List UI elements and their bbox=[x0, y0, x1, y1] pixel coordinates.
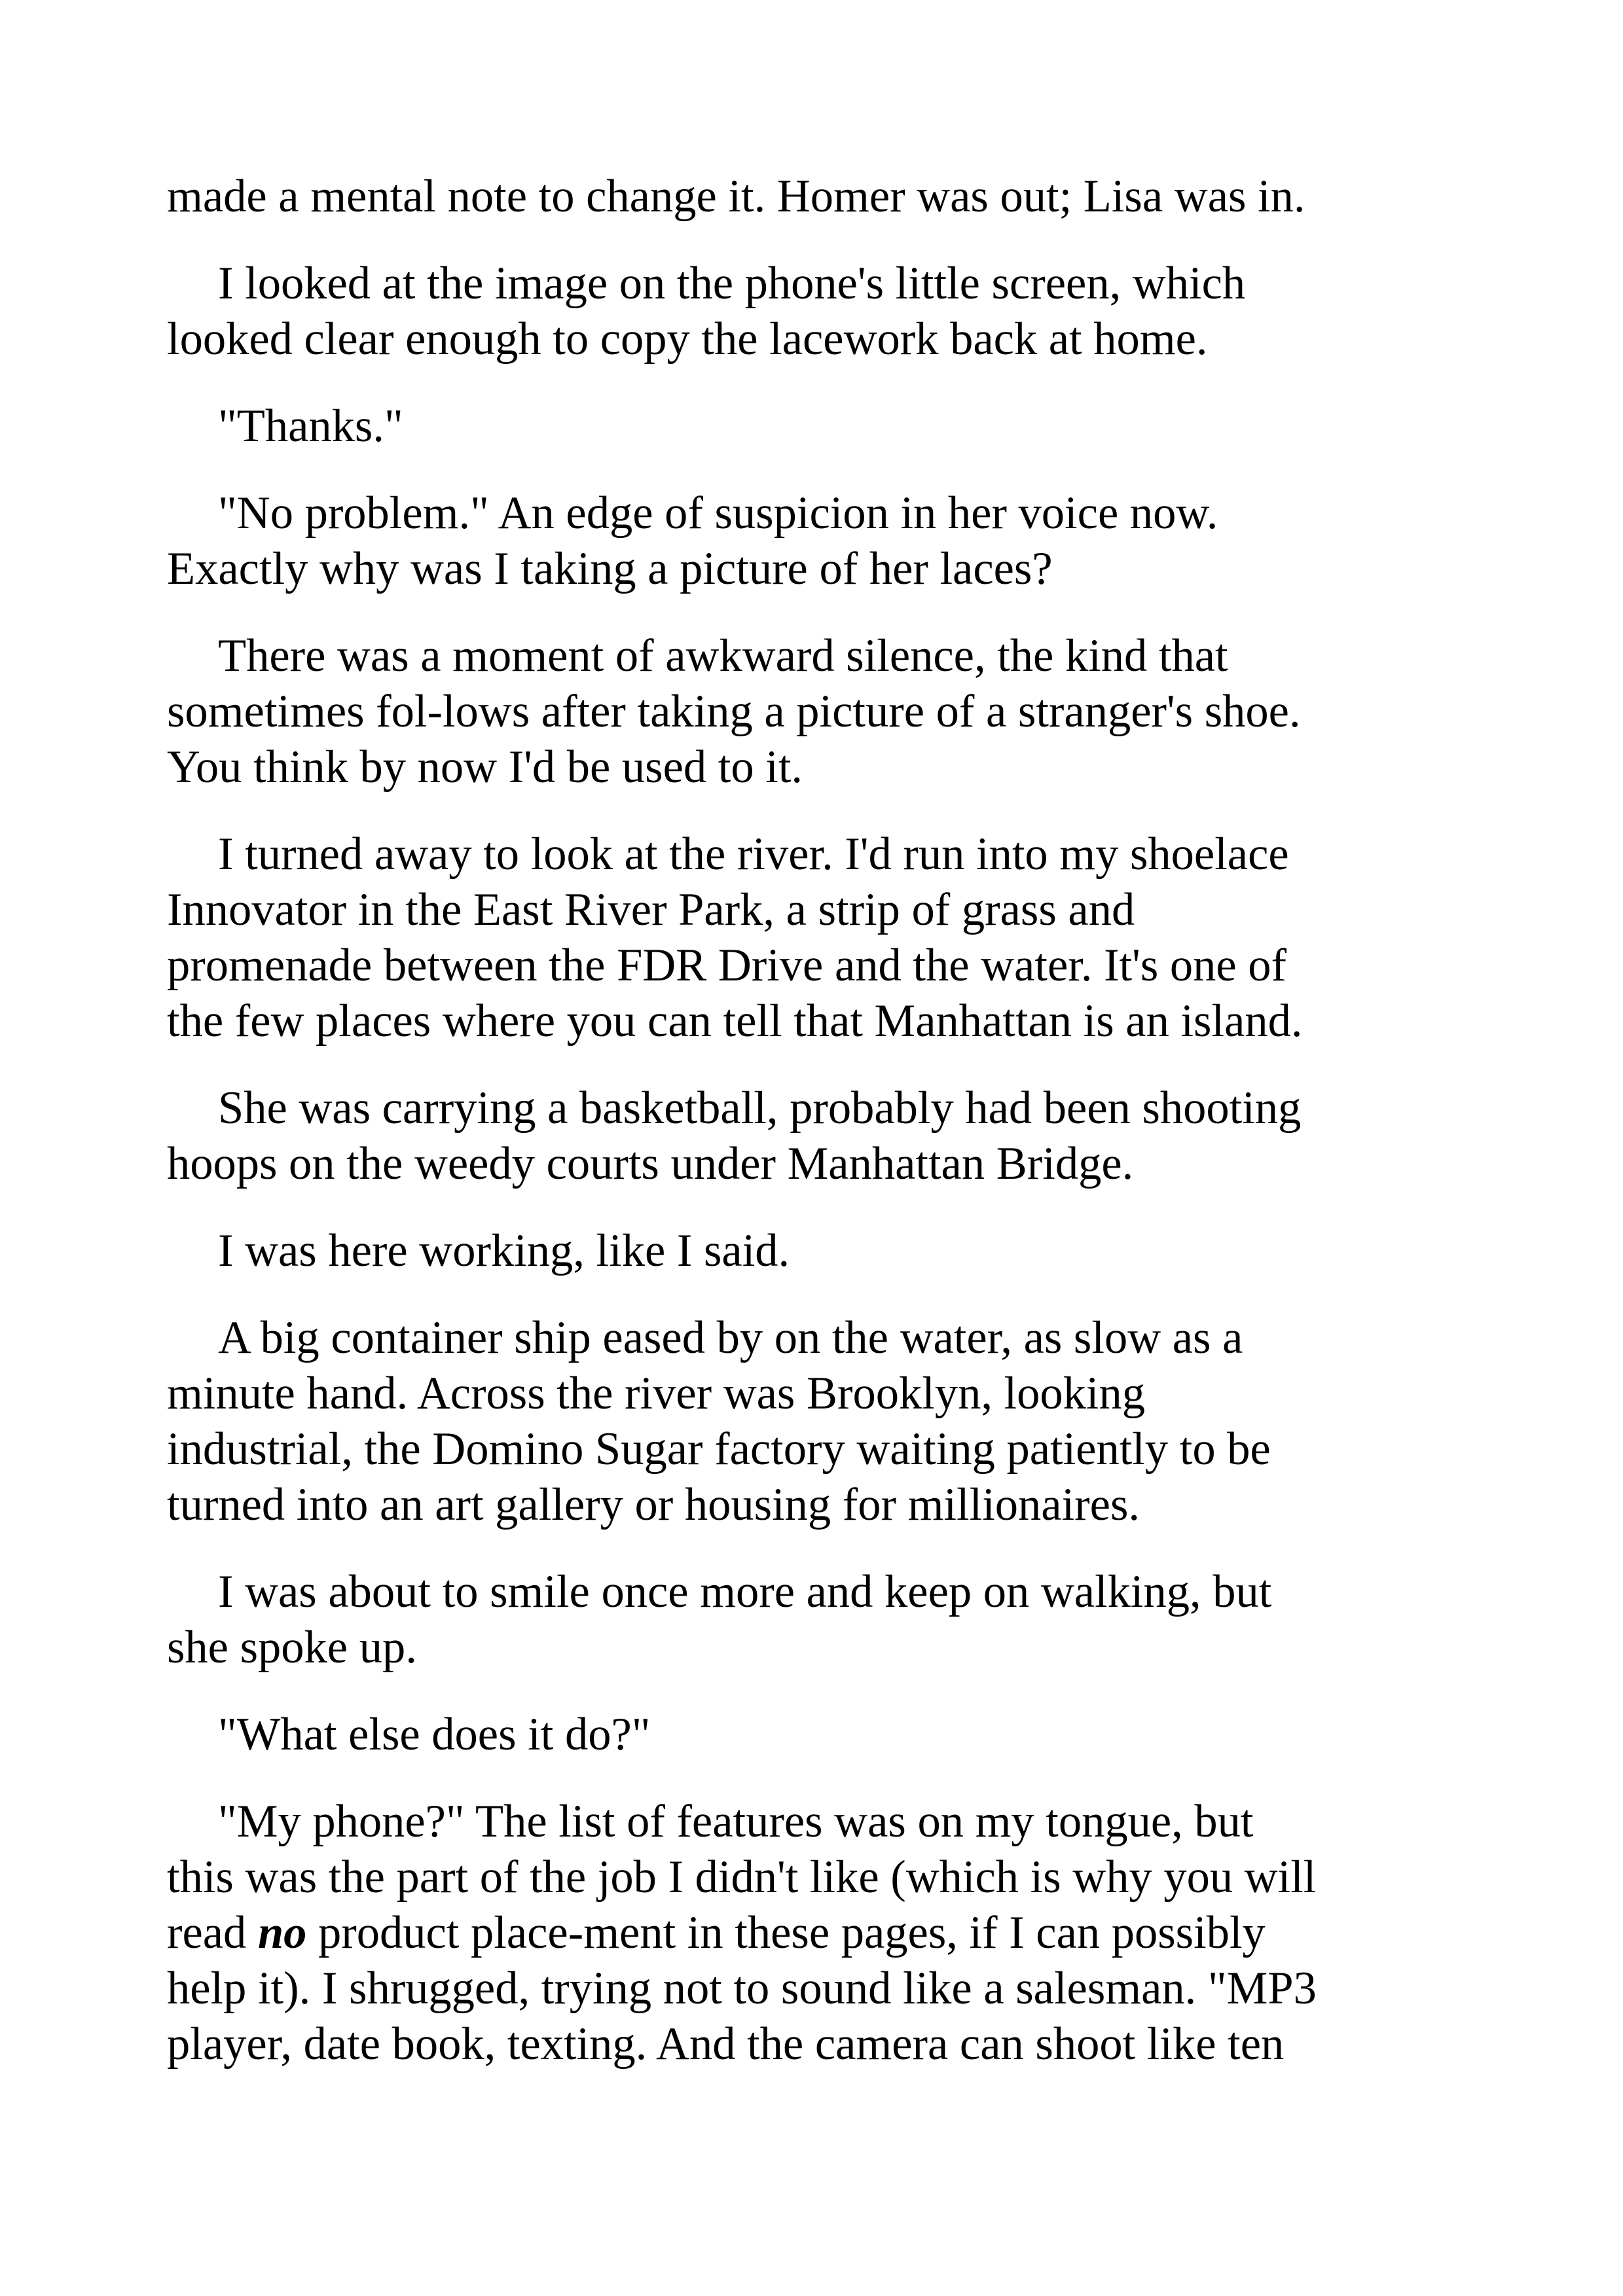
paragraph-11 bbox=[167, 1707, 1450, 1763]
text-line: You think by now I'd be used to it. bbox=[167, 742, 803, 793]
paragraph-8 bbox=[167, 1223, 1450, 1279]
text-line: promenade between the FDR Drive and the water. It's one of bbox=[167, 940, 1287, 991]
text-line: She was carrying a basketball, probably had been shooting bbox=[218, 1083, 1302, 1134]
text-line: Exactly why was I taking a picture of her laces? bbox=[167, 543, 1053, 594]
text-line: There was a moment of awkward silence, the kind that bbox=[218, 630, 1228, 681]
body-text bbox=[167, 169, 1450, 2104]
paragraph-9 bbox=[167, 1310, 1450, 1533]
text-line: hoops on the weedy courts under Manhattan Bridge. bbox=[167, 1138, 1134, 1189]
text-line: I turned away to look at the river. I'd run into my shoelace bbox=[218, 829, 1289, 880]
paragraph-3 bbox=[167, 399, 1450, 454]
text-line: sometimes fol-lows after taking a picture of a stranger's shoe. bbox=[167, 686, 1301, 737]
text-line: "What else does it do?" bbox=[218, 1709, 651, 1760]
text-line: the few places where you can tell that Manhattan is an island. bbox=[167, 996, 1303, 1047]
text-line: I was about to smile once more and keep on walking, but bbox=[218, 1566, 1272, 1617]
paragraph-6 bbox=[167, 827, 1450, 1049]
text-fragment: read bbox=[167, 1907, 258, 1958]
text-line-with-emphasis bbox=[167, 1905, 1450, 1961]
text-line: turned into an art gallery or housing for millionaires. bbox=[167, 1479, 1140, 1530]
text-line: this was the part of the job I didn't like (which is why you will bbox=[167, 1852, 1317, 1903]
paragraph-7 bbox=[167, 1081, 1450, 1192]
paragraph-2 bbox=[167, 256, 1450, 367]
text-line: "My phone?" The list of features was on my tongue, but bbox=[218, 1796, 1254, 1847]
text-line: she spoke up. bbox=[167, 1622, 417, 1673]
text-line: A big container ship eased by on the water, as slow as a bbox=[218, 1312, 1243, 1363]
text-line: Innovator in the East River Park, a strip of grass and bbox=[167, 884, 1135, 935]
text-line: player, date book, texting. And the camera can shoot like ten bbox=[167, 2018, 1285, 2070]
text-line: made a mental note to change it. Homer was out; Lisa was in. bbox=[167, 171, 1305, 222]
text-line: help it). I shrugged, trying not to sound like a salesman. "MP3 bbox=[167, 1963, 1317, 2014]
text-line: I looked at the image on the phone's little screen, which bbox=[218, 258, 1246, 309]
paragraph-4 bbox=[167, 486, 1450, 597]
paragraph-5 bbox=[167, 628, 1450, 795]
paragraph-1 bbox=[167, 169, 1450, 224]
text-line: looked clear enough to copy the lacework back at home. bbox=[167, 314, 1208, 365]
text-line: "Thanks." bbox=[218, 401, 403, 452]
paragraph-12 bbox=[167, 1794, 1450, 2072]
text-fragment: product place-ment in these pages, if I can possibly bbox=[306, 1907, 1266, 1958]
emphasized-word: no bbox=[257, 1907, 307, 1958]
text-line: I was here working, like I said. bbox=[218, 1225, 790, 1276]
text-line: "No problem." An edge of suspicion in her voice now. bbox=[218, 488, 1218, 539]
text-line: industrial, the Domino Sugar factory waiting patiently to be bbox=[167, 1424, 1271, 1475]
text-line: minute hand. Across the river was Brooklyn, looking bbox=[167, 1368, 1145, 1419]
paragraph-10 bbox=[167, 1564, 1450, 1676]
